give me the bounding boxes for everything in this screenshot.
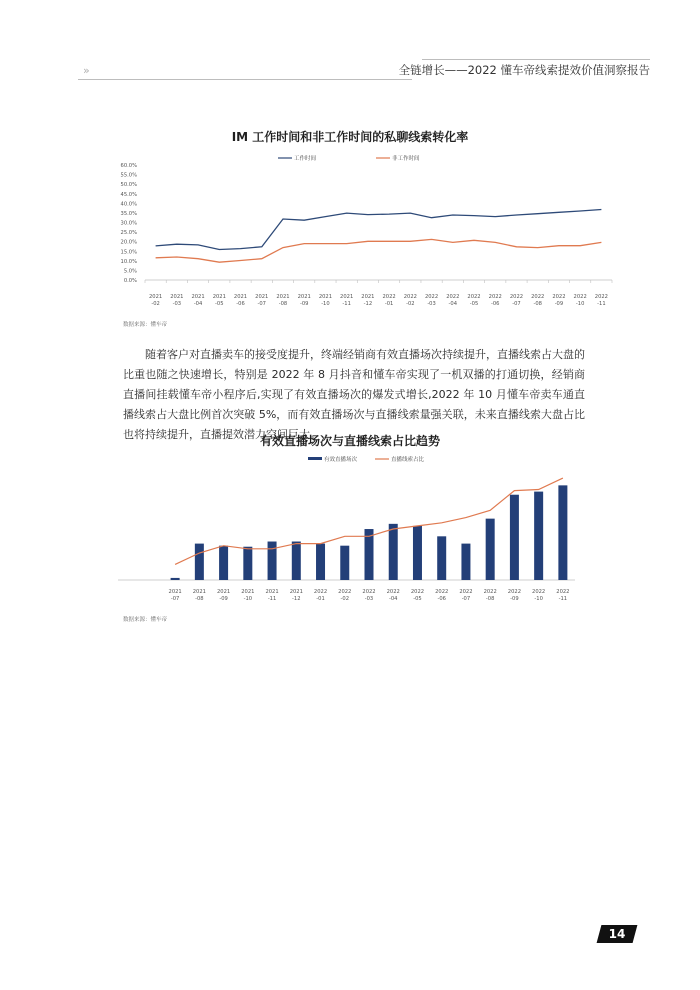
x-tick-month: -07	[512, 301, 521, 307]
bar	[243, 547, 252, 580]
x-tick-year: 2022	[459, 589, 473, 595]
bar	[461, 544, 470, 580]
x-tick-month: -02	[151, 301, 160, 307]
x-tick-month: -07	[170, 596, 180, 602]
x-tick-month: -04	[448, 301, 458, 307]
x-tick-month: -09	[510, 596, 519, 602]
bar	[389, 524, 398, 580]
x-tick-year: 2022	[532, 589, 546, 595]
x-tick-month: -03	[172, 301, 182, 307]
x-tick-year: 2021	[168, 589, 182, 595]
legend-label-1: 非工作时间	[392, 156, 420, 162]
x-tick-month: -08	[278, 301, 288, 307]
x-tick-year: 2021	[340, 294, 354, 300]
x-tick-month: -03	[364, 596, 374, 602]
chart1-source: 数据来源：懂车帝	[123, 322, 168, 328]
y-tick-label: 40.0%	[120, 201, 137, 208]
x-tick-year: 2022	[446, 294, 460, 300]
bar	[195, 544, 204, 580]
bar	[292, 542, 301, 580]
y-tick-label: 30.0%	[120, 220, 137, 227]
x-tick-month: -02	[406, 301, 415, 307]
legend-label-1: 直播线索占比	[391, 457, 425, 463]
x-tick-month: -10	[534, 596, 543, 602]
legend-label-0: 有效直播场次	[324, 457, 358, 463]
series-line-1	[156, 239, 602, 262]
x-tick-year: 2022	[552, 294, 566, 300]
x-tick-year: 2021	[318, 294, 333, 300]
x-tick-year: 2022	[556, 589, 570, 595]
x-tick-year: 2021	[276, 294, 290, 300]
bar	[437, 536, 446, 580]
header-rule-top	[422, 59, 650, 60]
x-tick-month: -10	[575, 301, 585, 307]
x-tick-month: -04	[388, 596, 398, 602]
running-header-title: 全链增长——2022 懂车帝线索提效价值洞察报告	[398, 63, 650, 77]
x-tick-year: 2022	[594, 294, 608, 300]
bar	[413, 526, 422, 580]
x-tick-year: 2022	[338, 589, 352, 595]
x-tick-year: 2022	[488, 294, 502, 300]
page-number: 14	[608, 927, 626, 941]
x-tick-year: 2022	[424, 294, 439, 300]
chart1-line-chart	[0, 150, 700, 350]
x-tick-month: -06	[437, 596, 446, 602]
x-tick-year: 2022	[313, 589, 328, 595]
x-tick-year: 2022	[382, 294, 396, 300]
y-tick-label: 50.0%	[120, 182, 137, 189]
x-tick-year: 2022	[483, 589, 497, 595]
y-tick-label: 55.0%	[120, 172, 137, 179]
y-tick-label: 60.0%	[120, 163, 137, 169]
x-tick-year: 2021	[216, 589, 231, 595]
x-tick-year: 2022	[531, 294, 545, 300]
bar	[316, 544, 325, 580]
x-tick-year: 2021	[297, 294, 311, 300]
body-paragraph: 随着客户对直播卖车的接受度提升，终端经销商有效直播场次持续提升，直播线索占大盘的比重也随之快速增长，特别是 2022 年 8 月抖音和懂车帝实现了一机双播的打通切换，经销商直播间挂载懂车帝小程序后,实现了有效直播场次的爆发式增长,2022 年 10 月懂车帝卖车通直播线索占大盘比例首次突破 5%，而有效直播场次与直播线索量强关联，未来直播线索大盘占比也将持续提升，直播提效潜力空间巨大。	[123, 348, 585, 441]
x-tick-month: -10	[321, 301, 330, 307]
x-tick-year: 2022	[435, 589, 449, 595]
x-tick-year: 2021	[212, 294, 226, 300]
bar	[510, 495, 519, 580]
y-tick-label: 35.0%	[120, 210, 137, 217]
x-tick-month: -02	[340, 596, 350, 602]
bar	[534, 492, 543, 580]
x-tick-month: -11	[558, 596, 568, 602]
x-tick-year: 2021	[241, 589, 255, 595]
x-tick-month: -09	[299, 301, 309, 307]
x-tick-month: -01	[316, 596, 325, 602]
x-tick-month: -11	[267, 596, 277, 602]
x-tick-month: -11	[597, 301, 606, 307]
chart2-source: 数据来源：懂车帝	[123, 617, 168, 623]
legend-label-0: 工作时间	[294, 156, 317, 162]
x-tick-year: 2021	[233, 294, 248, 300]
x-tick-year: 2021	[289, 589, 303, 595]
y-tick-label: 25.0%	[120, 230, 137, 237]
y-tick-label: 10.0%	[120, 258, 137, 265]
x-tick-month: -03	[427, 301, 436, 307]
y-tick-label: 15.0%	[120, 249, 137, 256]
chart2-title: 有效直播场次与直播线索占比趋势	[259, 434, 440, 448]
series-line-0	[156, 210, 602, 250]
x-tick-month: -07	[461, 596, 471, 602]
x-tick-year: 2022	[573, 294, 587, 300]
bar	[486, 519, 495, 580]
x-tick-month: -11	[342, 301, 351, 307]
x-tick-month: -06	[491, 301, 500, 307]
y-tick-label: 0.0%	[123, 278, 137, 284]
x-tick-month: -08	[195, 596, 204, 602]
x-tick-year: 2022	[362, 589, 376, 595]
header-chevron-icon: »	[83, 64, 89, 77]
x-tick-year: 2022	[507, 589, 522, 595]
x-tick-month: -06	[236, 301, 245, 307]
y-tick-label: 45.0%	[120, 191, 137, 198]
x-tick-month: -01	[384, 301, 394, 307]
page-number-badge	[597, 925, 638, 943]
bar	[268, 542, 277, 580]
bar	[340, 546, 349, 580]
x-tick-year: 2022	[467, 294, 481, 300]
bar	[558, 485, 567, 580]
header-rule	[78, 79, 412, 80]
x-tick-month: -05	[469, 301, 479, 307]
x-tick-year: 2021	[192, 589, 206, 595]
bar	[219, 546, 228, 580]
x-tick-year: 2021	[265, 589, 279, 595]
x-tick-month: -05	[413, 596, 422, 602]
x-tick-year: 2022	[403, 294, 417, 300]
x-tick-month: -07	[257, 301, 266, 307]
x-tick-month: -12	[363, 301, 373, 307]
x-tick-year: 2021	[149, 294, 163, 300]
y-tick-label: 5.0%	[123, 268, 137, 275]
x-tick-year: 2022	[509, 294, 524, 300]
x-tick-month: -04	[193, 301, 203, 307]
chart1-title: IM 工作时间和非工作时间的私聊线索转化率	[231, 130, 469, 144]
x-tick-year: 2022	[386, 589, 400, 595]
x-tick-month: -08	[485, 596, 495, 602]
chart2-bar-line-chart	[0, 450, 700, 620]
x-tick-month: -09	[554, 301, 564, 307]
x-tick-year: 2021	[255, 294, 269, 300]
x-tick-month: -08	[533, 301, 542, 307]
bar	[171, 578, 180, 580]
x-tick-month: -12	[292, 596, 301, 602]
y-tick-label: 20.0%	[120, 239, 137, 246]
x-tick-year: 2021	[191, 294, 205, 300]
x-tick-month: -05	[215, 301, 224, 307]
x-tick-month: -09	[219, 596, 228, 602]
x-tick-month: -10	[243, 596, 253, 602]
x-tick-year: 2022	[410, 589, 425, 595]
x-tick-year: 2021	[361, 294, 375, 300]
x-tick-year: 2021	[170, 294, 184, 300]
legend-swatch-0	[308, 457, 322, 460]
